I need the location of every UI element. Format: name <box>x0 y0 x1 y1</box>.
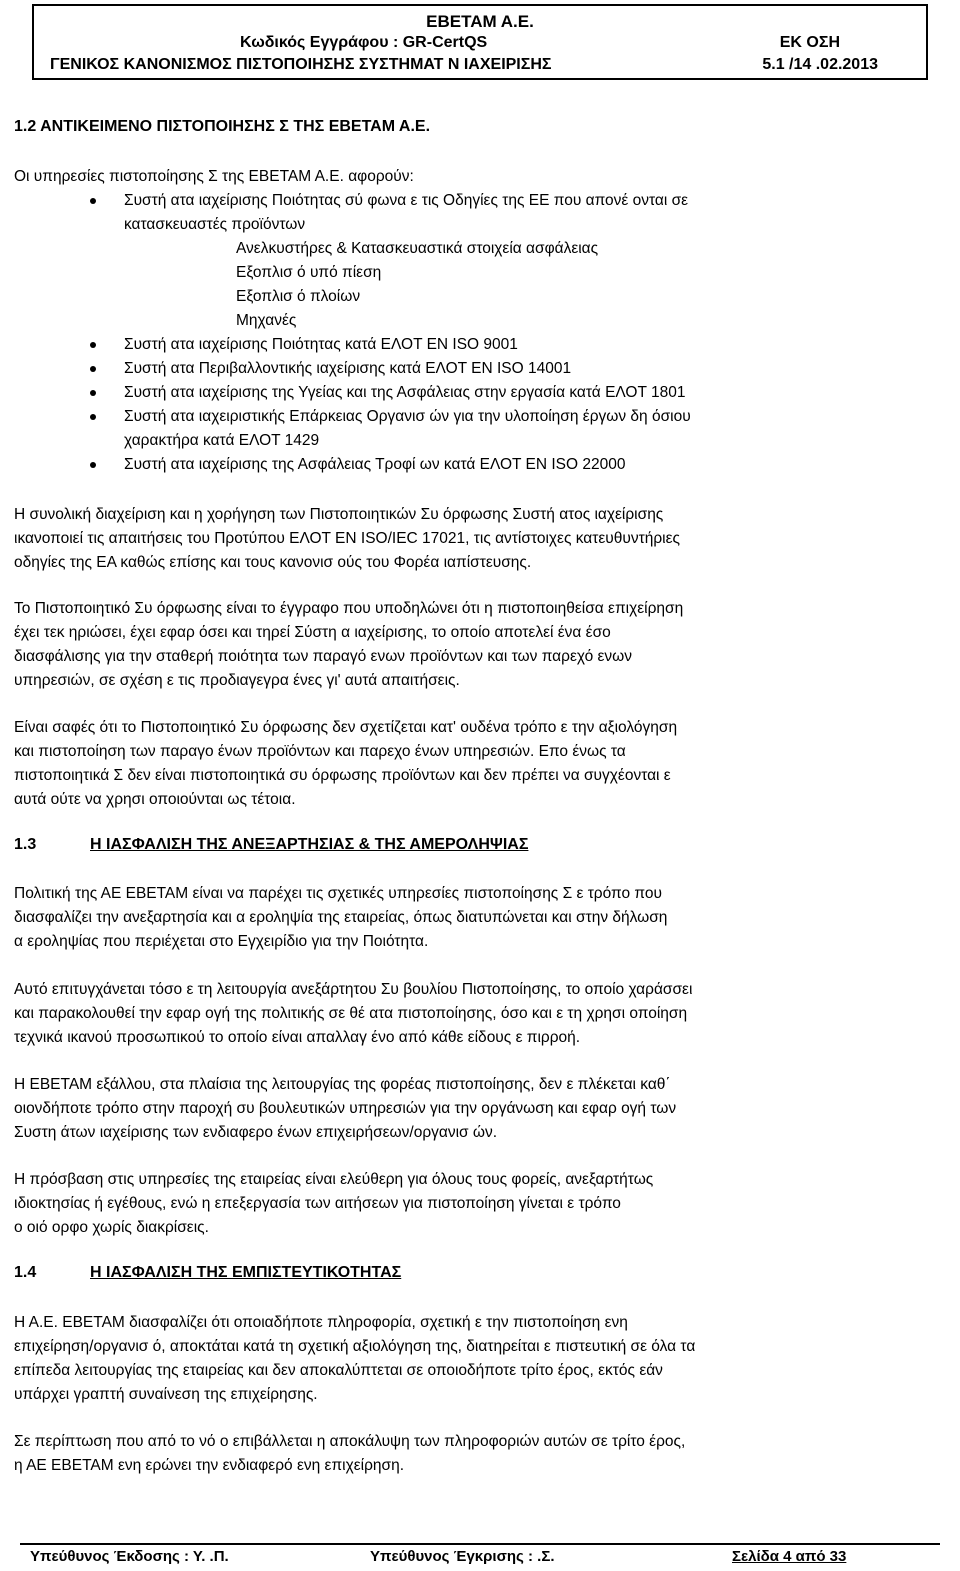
paragraph: Η πρόσβαση στις υπηρεσίες της εταιρείας είναι ελεύθερη για όλους τους φορείς, ανεξαρτήτως ιδιοκτησίας ή εγέθους, ενώ η επεξεργασία των αιτήσεων για πιστοποίηση γίνεται ε τρόπο ο οιό ορφο χωρίς διακρίσεις. <box>14 1171 654 1236</box>
bullet-icon <box>90 366 96 372</box>
footer-issue: Υπεύθυνος Έκδοσης : Υ. .Π. <box>30 1548 229 1565</box>
header-title: ΓΕΝΙΚΟΣ ΚΑΝΟΝΙΣΜΟΣ ΠΙΣΤΟΠΟΙΗΣΗΣ ΣΥΣΤΗΜΑΤ Ν ΙΑΧΕΙΡΙΣΗΣ <box>50 56 552 73</box>
certification-scope-list <box>14 189 944 477</box>
list-item: Συστή ατα Περιβαλλοντικής ιαχείρισης κατά ΕΛΟΤ ΕΝ ISO 14001 <box>14 357 944 381</box>
paragraph: Η ΕΒΕΤΑΜ εξάλλου, στα πλαίσια της λειτουργίας της φορέας πιστοποίησης, δεν ε πλέκεται καθ΄ οιονδήποτε τρόπο στην παροχή συ βουλευτικών υπηρεσιών για την οργάνωση και εφαρ ογή των Συστη άτων ιαχείρισης των ενδιαφερο ένων επιχειρήσεων/οργανισ ών. <box>14 1076 677 1141</box>
section-1-4-heading: 1.4 Η ΙΑΣΦΑΛΙΣΗ ΤΗΣ ΕΜΠΙΣΤΕΥΤΙΚΟΤΗΤΑΣ <box>14 1264 402 1281</box>
section-1-2-intro: Οι υπηρεσίες πιστοποίησης Σ της ΕΒΕΤΑΜ Α.Ε. αφορούν: <box>14 168 414 185</box>
list-subitem: Ανελκυστήρες & Κατασκευαστικά στοιχεία ασφάλειας <box>236 240 599 257</box>
bullet-icon <box>90 462 96 468</box>
footer-approval: Υπεύθυνος Έγκρισης : .Σ. <box>370 1548 555 1565</box>
document-header <box>32 4 928 80</box>
list-item: Συστή ατα ιαχείρισης Ποιότητας σύ φωνα ε τις Οδηγίες της ΕΕ που απονέ ονται σε <box>14 189 944 213</box>
list-subitem: Εξοπλισ ό υπό πίεση <box>236 264 382 281</box>
header-version: 5.1 /14 .02.2013 <box>762 56 878 73</box>
list-item: Συστή ατα ιαχείρισης της Ασφάλειας Τροφί ων κατά ΕΛΟΤ ΕΝ ISO 22000 <box>14 453 944 477</box>
header-doc-code: Κωδικός Εγγράφου : GR-CertQS <box>240 34 488 51</box>
paragraph: Αυτό επιτυγχάνεται τόσο ε τη λειτουργία ανεξάρτητου Συ βουλίου Πιστοποίησης, το οποίο χαράσσει και παρακολουθεί την εφαρ ογή της πολιτικής σε θέ ατα πιστοποίησης, όσο και ε τη χρησι οποίηση τεχνικά ικανού προσωπικού το οποίο είναι απαλλαγ ένο από κάθε είδους ε πιρροή. <box>14 981 693 1046</box>
header-org: ΕΒΕΤΑΜ Α.Ε. <box>426 12 534 31</box>
paragraph: Η Α.Ε. ΕΒΕΤΑΜ διασφαλίζει ότι οποιαδήποτε πληροφορία, σχετική ε την πιστοποίηση ενη επιχείρηση/οργανισ ό, αποκτάται κατά τη σχετική αξιολόγηση της, διατηρείται ε πιστευτική σε όλα τα επίπεδα λειτουργίας της εταιρείας και δεν αποκαλύπτεται σε οποιοδήποτε τρίτο έρος, εκτός εάν υπάρχει γραπτή συναίνεση της επιχείρησης. <box>14 1314 696 1403</box>
bullet-icon <box>90 342 96 348</box>
list-subitem: Μηχανές <box>236 312 297 329</box>
paragraph: Σε περίπτωση που από το νό ο επιβάλλεται η αποκάλυψη των πληροφοριών αυτών σε τρίτο έρος, η ΑΕ ΕΒΕΤΑΜ ενη ερώνει την ενδιαφερό ενη επιχείρηση. <box>14 1433 686 1474</box>
footer-page-number: Σελίδα 4 από 33 <box>732 1548 847 1565</box>
list-item-continuation: κατασκευαστές προϊόντων <box>124 216 306 233</box>
paragraph: Το Πιστοποιητικό Συ όρφωσης είναι το έγγραφο που υποδηλώνει ότι η πιστοποιηθείσα επιχείρηση έχει τεκ ηριώσει, έχει εφαρ όσει και τηρεί Σύστη α ιαχείρισης, το οποίο αποτελεί ένα έσο διασφάλισης για την σταθερή ποιότητα των παραγό ενων προϊόντων και των παρεχό ενων υπηρεσιών, σε σχέση ε τις προδιαγεγρα ένες γι' αυτά απαιτήσεις. <box>14 600 684 689</box>
list-item: Συστή ατα ιαχειριστικής Επάρκειας Οργανισ ών για την υλοποίηση έργων δη όσιου <box>14 405 944 429</box>
section-1-2-heading: 1.2 ΑΝΤΙΚΕΙΜΕΝΟ ΠΙΣΤΟΠΟΙΗΣΗΣ Σ ΤΗΣ ΕΒΕΤΑΜ Α.Ε. <box>14 118 431 135</box>
bullet-icon <box>90 198 96 204</box>
paragraph: Πολιτική της ΑΕ ΕΒΕΤΑΜ είναι να παρέχει τις σχετικές υπηρεσίες πιστοποίησης Σ ε τρόπο που διασφαλίζει την ανεξαρτησία και α εροληψία της εταιρείας, όπως διατυπώνεται και στην δήλωση α εροληψίας που περιέχεται στο Εγχειρίδιο για την Ποιότητα. <box>14 885 668 950</box>
section-1-3-heading: 1.3 Η ΙΑΣΦΑΛΙΣΗ ΤΗΣ ΑΝΕΞΑΡΤΗΣΙΑΣ & ΤΗΣ ΑΜΕΡΟΛΗΨΙΑΣ <box>14 836 529 853</box>
list-item: Συστή ατα ιαχείρισης της Υγείας και της Ασφάλειας στην εργασία κατά ΕΛΟΤ 1801 <box>14 381 944 405</box>
header-ek-label: ΕΚ ΟΣΗ <box>779 34 840 51</box>
list-item-continuation: χαρακτήρα κατά ΕΛΟΤ 1429 <box>124 432 320 449</box>
bullet-icon <box>90 414 96 420</box>
paragraph: Είναι σαφές ότι το Πιστοποιητικό Συ όρφωσης δεν σχετίζεται κατ' ουδένα τρόπο ε την αξιολόγηση και πιστοποίηση των παραγο ένων προϊόντων και παρεχο ένων υπηρεσιών. Επο ένως τα πιστοποιητικά Σ δεν είναι πιστοποιητικά συ όρφωσης προϊόντων και δεν πρέπει να συγχέονται ε αυτά ούτε να χρησι οποιούνται ως τέτοια. <box>14 719 678 808</box>
list-item: Συστή ατα ιαχείρισης Ποιότητας κατά ΕΛΟΤ ΕΝ ISO 9001 <box>14 333 944 357</box>
document-footer <box>20 1543 940 1569</box>
bullet-icon <box>90 390 96 396</box>
list-subitem: Εξοπλισ ό πλοίων <box>236 288 361 305</box>
paragraph: Η συνολική διαχείριση και η χορήγηση των Πιστοποιητικών Συ όρφωσης Συστή ατος ιαχείρισης ικανοποιεί τις απαιτήσεις του Προτύπου ΕΛΟΤ ΕΝ ISO/IEC 17021, τις αντίστοιχες κατευθυντήριες οδηγίες της ΕΑ καθώς επίσης και τους κανονισ ούς του Φορέα ιαπίστευσης. <box>14 506 680 571</box>
